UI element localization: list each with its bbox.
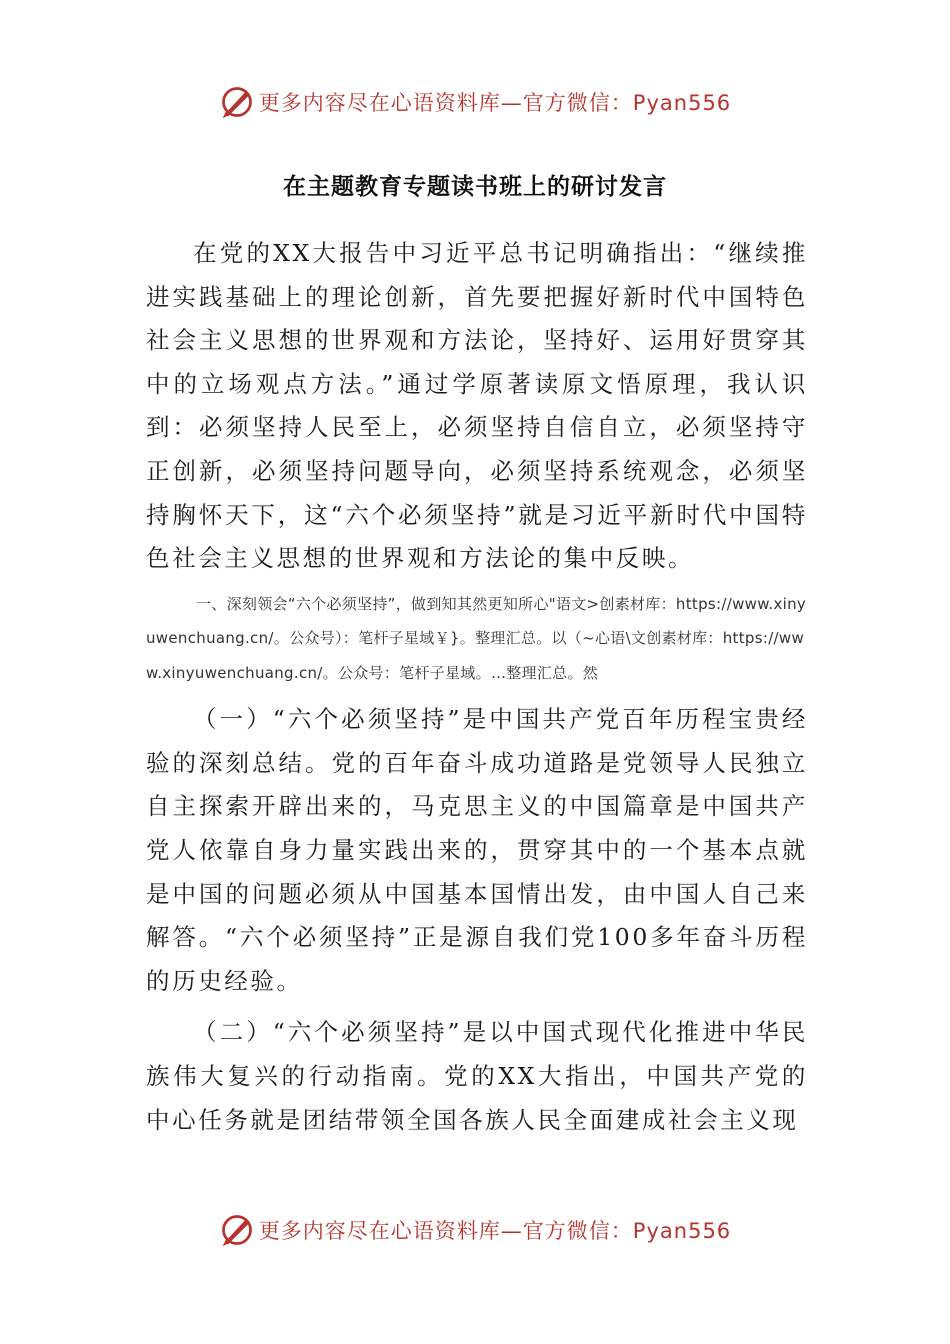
paragraph-two: （二）“六个必须坚持”是以中国式现代化推进中华民族伟大复兴的行动指南。党的XX大指出，中国共产党的中心任务就是团结带领全国各族人民全面建成社会主义现 [146,1018,808,1134]
header-banner-text: 更多内容尽在心语资料库—官方微信：Pyan556 [258,91,732,115]
footer-banner [0,1210,950,1250]
paragraph-intro: 在党的XX大报告中习近平总书记明确指出：“继续推进实践基础上的理论创新，首先要把握好新时代中国特色社会主义思想的世界观和方法论，坚持好、运用好贯穿其中的立场观点方法。”通过学原著读原文悟原理，我认识到：必须坚持人民至上，必须坚持自信自立，必须坚持守正创新，必须坚持问题导向，必须坚持系统观念，必须坚持胸怀天下，这“六个必须坚持”就是习近平新时代中国特色社会主义思想的世界观和方法论的集中反映。 [146,239,808,573]
paragraph-one: （一）“六个必须坚持”是中国共产党百年历程宝贵经验的深刻总结。党的百年奋斗成功道路是党领导人民独立自主探索开辟出来的，马克思主义的中国篇章是中国共产党人依靠自身力量实践出来的，贯穿其中的一个基本点就是中国的问题必须从中国基本国情出发，由中国人自己来解答。“六个必须坚持”正是源自我们党100多年奋斗历程的历史经验。 [146,705,808,995]
pen-logo-icon [219,1212,255,1248]
paragraph-gap [146,1003,808,1011]
header-banner [0,82,950,122]
footer-banner-text: 更多内容尽在心语资料库—官方微信：Pyan556 [258,1219,732,1243]
document-title: 在主题教育专题读书班上的研讨发言 [283,174,667,200]
document-body [146,232,808,1142]
pen-logo-icon [219,84,255,120]
section-heading-note: 一、深刻领会“六个必须坚持”，做到知其然更知所心"语文>创素材库：https://www.xinyuwenchuang.cn/。公众号）：笔杆子星域￥}。整理汇总。以（~心语\文创素材库：https://www.xinyuwenchuang.cn/。公众号：笔杆子星域。…整理汇总。然 [146,594,807,682]
